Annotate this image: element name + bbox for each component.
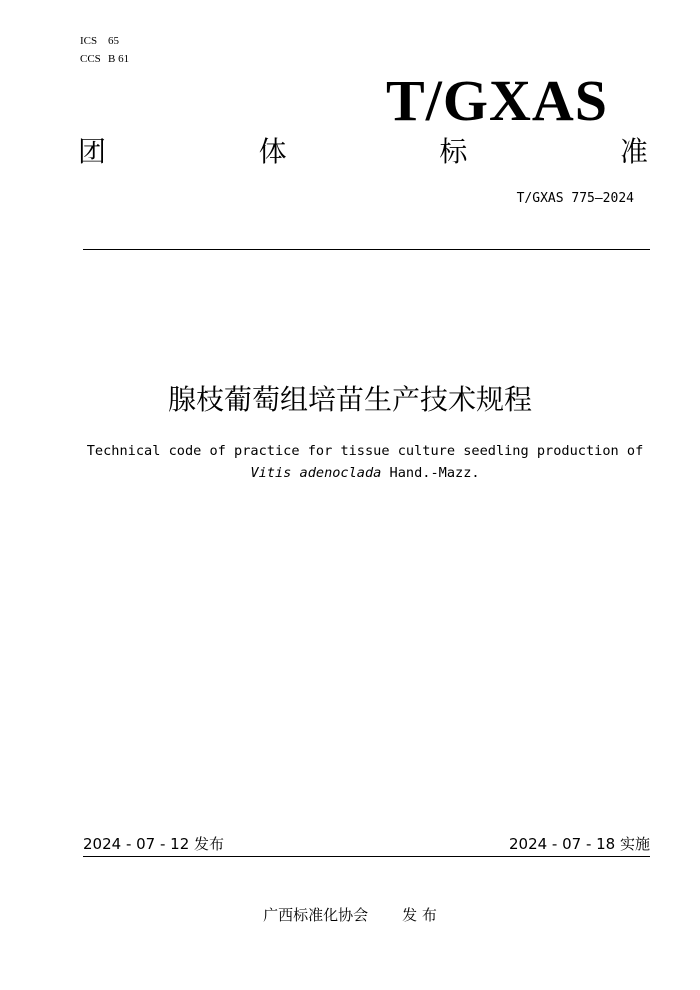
publisher — [0, 904, 700, 926]
species-name: Vitis adenoclada — [250, 465, 382, 481]
standard-logo: T/GXAS — [386, 68, 608, 133]
standard-type-char: 团 — [78, 135, 107, 168]
title-english-line2 — [80, 462, 650, 484]
publish-date: 2024 - 07 - 12 发布 — [83, 835, 225, 853]
ics-code — [80, 34, 119, 49]
title-english-line1: Technical code of practice for tissue culture seedling production of — [86, 443, 644, 459]
ics-value: 65 — [108, 35, 119, 47]
species-author: Hand.-Mazz. — [389, 465, 480, 481]
standard-type-char: 标 — [439, 135, 468, 168]
bottom-divider — [83, 856, 650, 857]
standard-type — [78, 132, 648, 172]
ics-label: ICS — [80, 35, 98, 47]
top-divider — [83, 249, 650, 250]
ccs-value: B 61 — [108, 53, 130, 65]
publisher-org: 广西标准化协会 — [263, 906, 369, 924]
standard-type-char: 准 — [619, 135, 648, 168]
title-english — [80, 440, 650, 484]
ccs-code — [80, 52, 129, 67]
document-number: T/GXAS 775—2024 — [516, 191, 634, 206]
publisher-action: 发 布 — [402, 906, 437, 924]
title-chinese: 腺枝葡萄组培苗生产技术规程 — [167, 383, 532, 416]
standard-type-char: 体 — [258, 135, 287, 168]
ccs-label: CCS — [80, 53, 101, 65]
implement-date: 2024 - 07 - 18 实施 — [508, 835, 650, 853]
